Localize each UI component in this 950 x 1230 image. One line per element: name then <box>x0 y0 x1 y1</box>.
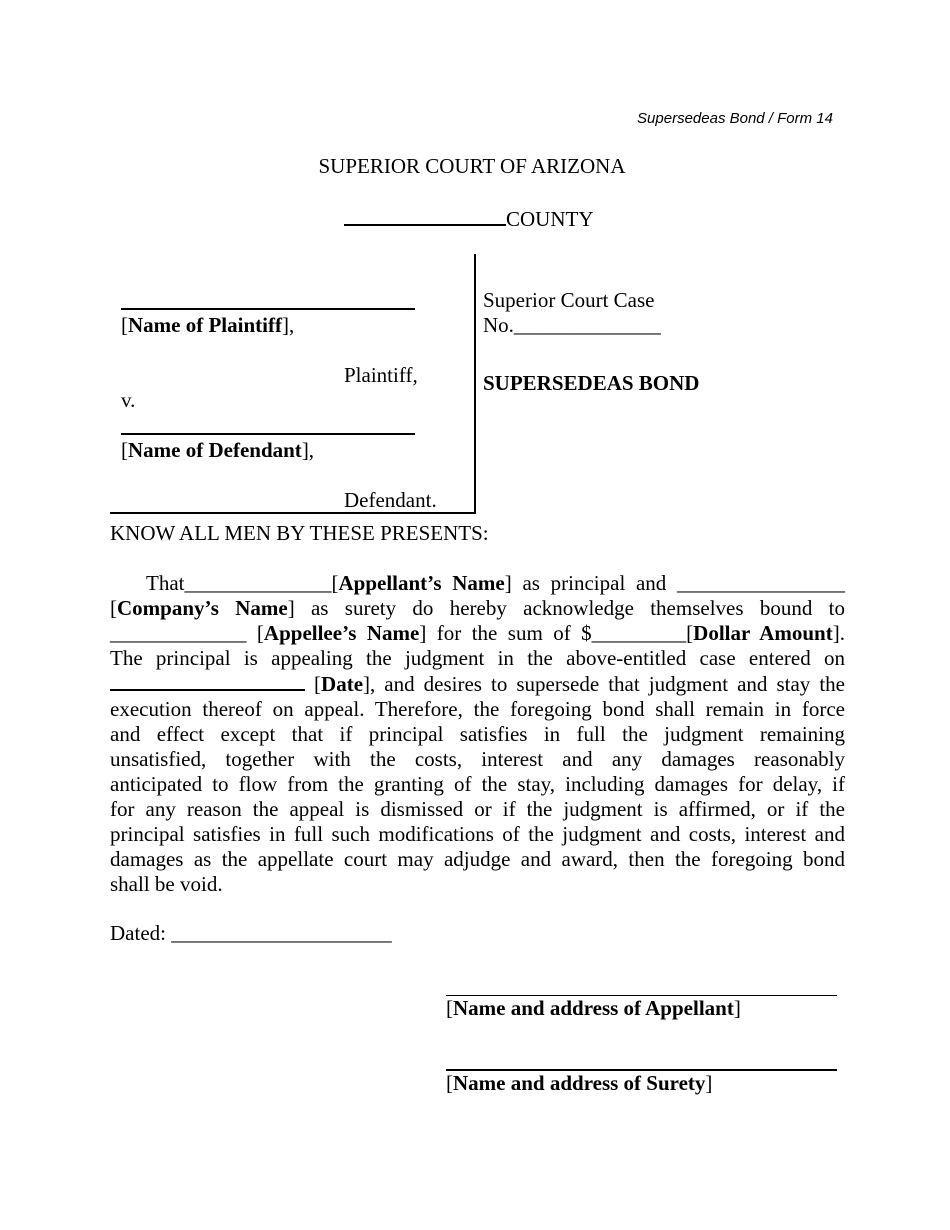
plaintiff-name-line <box>121 308 415 310</box>
case-number <box>483 313 661 338</box>
document-title <box>483 371 699 396</box>
appellant-name-label: Appellant’s Name <box>338 571 505 595</box>
intro-heading: KNOW ALL MEN BY THESE PRESENTS: <box>110 521 489 545</box>
dated-blank: _____________________ <box>171 921 392 945</box>
defendant-name-line <box>121 433 415 435</box>
appellant-signature-label: Name and address of Appellant <box>453 996 734 1020</box>
dollar-amount-label: Dollar Amount <box>693 621 833 645</box>
paragraph-line: That______________[Appellant’s Name] as principal and ________________ <box>146 571 846 595</box>
appellee-name-label: Appellee’s Name <box>263 621 420 645</box>
court-title: SUPERIOR COURT OF ARIZONA <box>318 154 626 178</box>
county-label: COUNTY <box>506 207 594 231</box>
county-blank <box>344 204 506 226</box>
paragraph-line: unsatisfied, together with the costs, interest and any damages reasonably <box>110 747 845 771</box>
defendant-role: Defendant. <box>344 488 437 512</box>
defendant-name-label: Name of Defendant <box>128 438 302 462</box>
document-title-text: SUPERSEDEAS BOND <box>483 371 700 395</box>
paragraph-line: anticipated to flow from the granting of the stay, including damages for delay, if <box>110 772 845 796</box>
paragraph-line: shall be void. <box>110 872 223 896</box>
paragraph-line: The principal is appealing the judgment in the above-entitled case entered on <box>110 646 845 670</box>
dated-label: Dated: <box>110 921 166 945</box>
surety-signature: [Name and address of Surety] <box>446 1071 713 1095</box>
surety-signature-label: Name and address of Surety <box>453 1071 706 1095</box>
plaintiff-name: [Name of Plaintiff], <box>121 313 295 337</box>
paragraph-line: and effect except that if principal satisfies in full the judgment remaining <box>110 722 845 746</box>
company-name-label: Company’s Name <box>117 596 288 620</box>
date-label: Date <box>321 672 364 696</box>
bond-paragraph <box>110 571 845 897</box>
plaintiff-name-label: Name of Plaintiff <box>128 313 282 337</box>
caption-bottom-line <box>110 512 475 514</box>
dated-line <box>110 921 392 946</box>
paragraph-line: for any reason the appeal is dismissed or if the judgment is affirmed, or if the <box>110 797 845 821</box>
paragraph-line: [Date], and desires to supersede that judgment and stay the <box>110 671 845 697</box>
defendant-name: [Name of Defendant], <box>121 438 315 462</box>
case-label-1: Superior Court Case <box>483 288 655 312</box>
date-blank <box>110 671 305 691</box>
paragraph-line: execution thereof on appeal. Therefore, the foregoing bond shall remain in force <box>110 697 845 721</box>
case-number-blank: ______________ <box>513 313 661 337</box>
plaintiff-role: Plaintiff, <box>344 363 418 387</box>
paragraph-line: principal satisfies in full such modifications of the judgment and costs, interest and <box>110 822 845 846</box>
caption-divider <box>474 254 476 514</box>
appellant-signature: [Name and address of Appellant] <box>446 996 741 1020</box>
paragraph-line: damages as the appellate court may adjudge and award, then the foregoing bond <box>110 847 845 871</box>
paragraph-line: [Company’s Name] as surety do hereby acknowledge themselves bound to <box>110 596 845 620</box>
case-label-2: No. <box>483 313 514 337</box>
form-tag: Supersedeas Bond / Form 14 <box>637 110 833 127</box>
paragraph-line: _____________ [Appellee’s Name] for the sum of $_________[Dollar Amount]. <box>110 621 845 645</box>
county-line <box>344 204 594 232</box>
versus: v. <box>121 388 136 412</box>
